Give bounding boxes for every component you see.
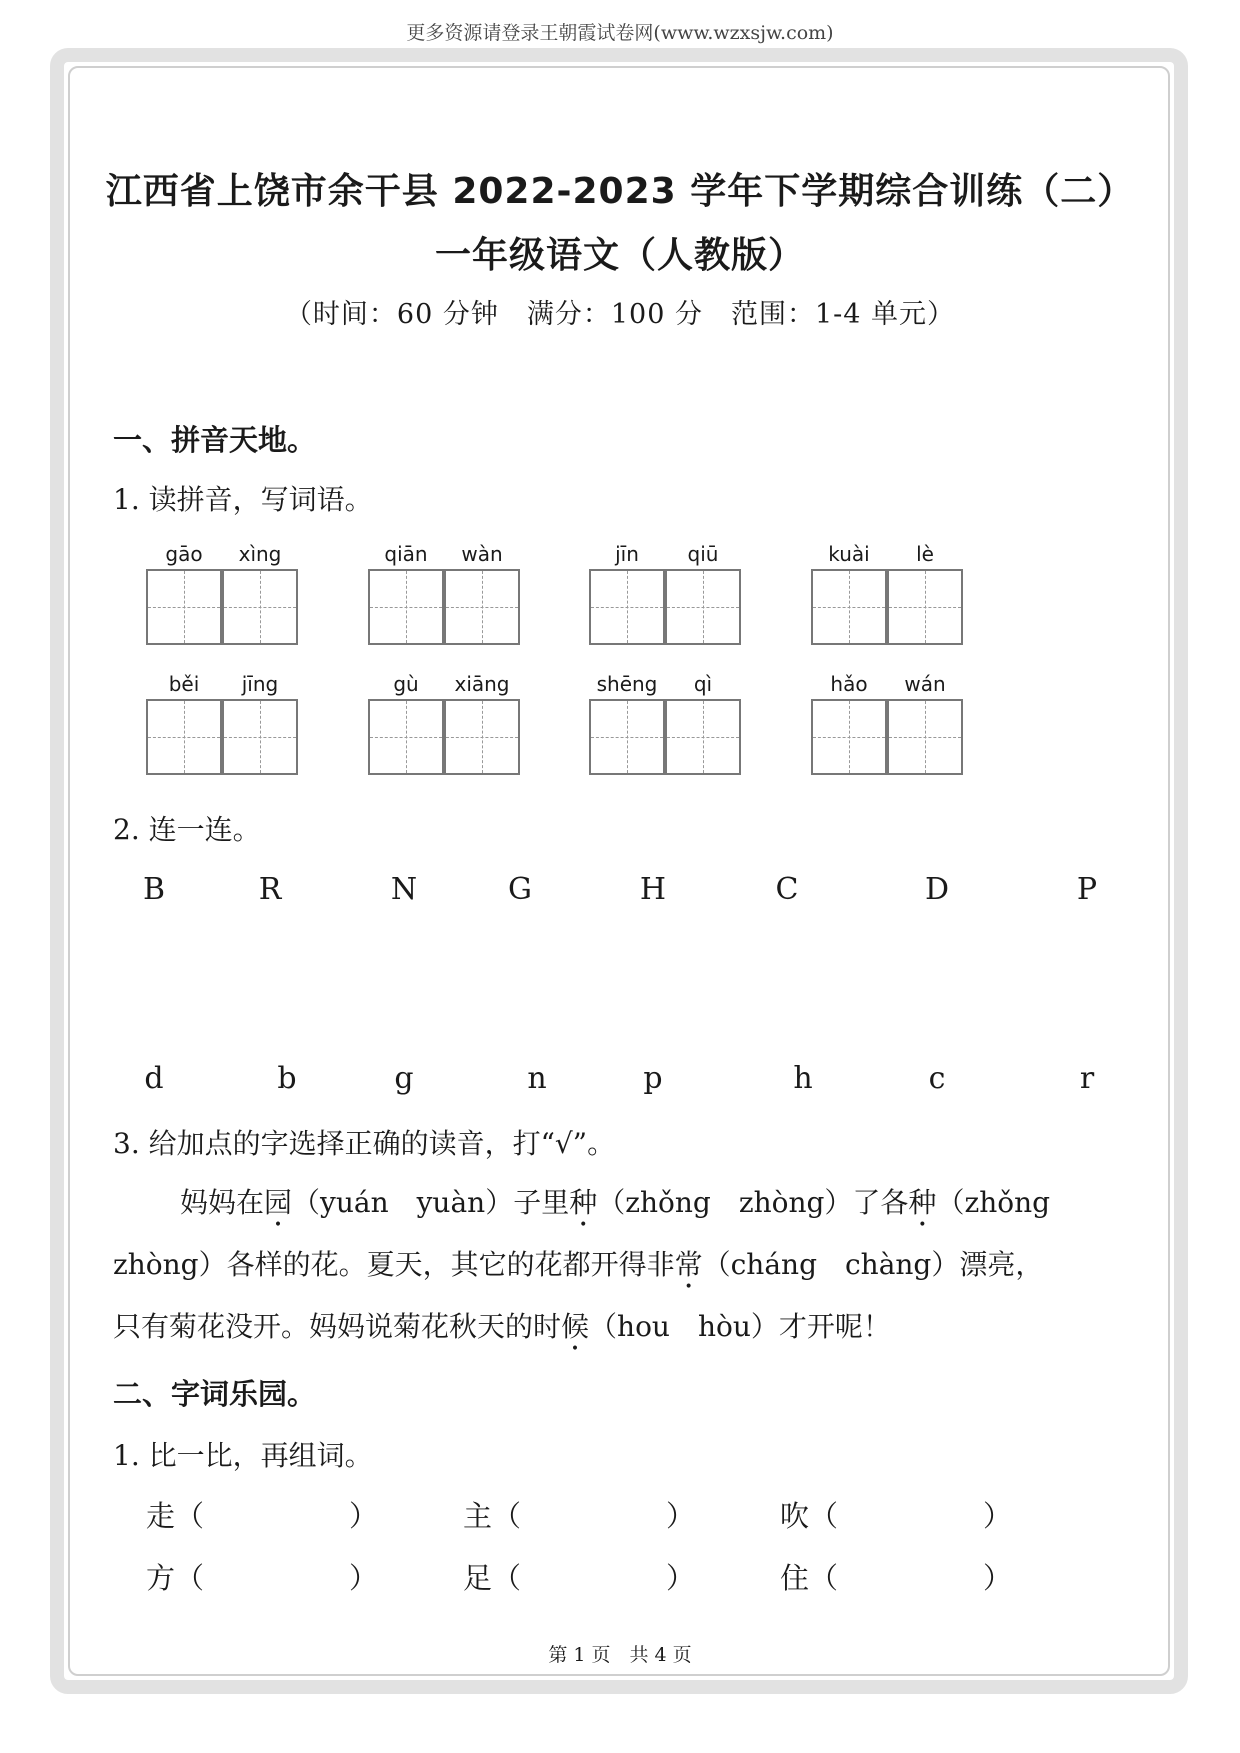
lowercase-letter[interactable]: n [527, 1061, 547, 1096]
compare-item[interactable]: 走（ ） [146, 1499, 379, 1533]
writing-box[interactable] [444, 569, 520, 645]
uppercase-letter[interactable]: N [390, 872, 418, 907]
paragraph-line [113, 1234, 1043, 1296]
writing-box[interactable] [222, 569, 298, 645]
text: （hou hòu）才开呢！ [589, 1310, 891, 1343]
paragraph-line [180, 1172, 1050, 1234]
lowercase-letter[interactable]: p [643, 1061, 663, 1096]
dotted-char: 常 [674, 1248, 703, 1281]
pinyin-group [811, 542, 967, 642]
question-1: 1. 读拼音，写词语。 [113, 483, 373, 516]
pinyin-label: gù [393, 672, 419, 696]
text: （zhǒng zhòng）了各 [597, 1186, 909, 1219]
compare-item[interactable]: 住（ ） [780, 1561, 1013, 1595]
dotted-char: 园 [264, 1186, 293, 1219]
writing-box[interactable] [589, 569, 665, 645]
uppercase-letter[interactable]: D [924, 872, 950, 907]
pinyin-group [589, 672, 745, 772]
uppercase-letter[interactable]: H [639, 872, 667, 907]
pinyin-label: xìng [238, 542, 282, 566]
writing-box[interactable] [887, 699, 963, 775]
pinyin-label: jīng [241, 672, 279, 696]
exam-subject: 一年级语文（人教版） [434, 235, 805, 276]
uppercase-letter[interactable]: G [508, 872, 532, 907]
section-1-heading: 一、拼音天地。 [113, 423, 317, 457]
page-footer: 第 1 页 共 4 页 [548, 1644, 692, 1666]
dotted-char: 种 [569, 1186, 598, 1219]
pinyin-label: gāo [165, 542, 203, 566]
lowercase-letter[interactable]: h [793, 1061, 813, 1096]
uppercase-letter[interactable]: B [142, 872, 166, 907]
pinyin-group [146, 672, 302, 772]
pinyin-group [368, 672, 524, 772]
pinyin-group [811, 672, 967, 772]
uppercase-letter[interactable]: R [258, 872, 282, 907]
writing-box[interactable] [665, 699, 741, 775]
pinyin-label: qiū [687, 542, 719, 566]
pinyin-label: xiāng [454, 672, 510, 696]
uppercase-letter[interactable]: C [775, 872, 799, 907]
pinyin-group [368, 542, 524, 642]
writing-box[interactable] [665, 569, 741, 645]
lowercase-letter[interactable]: b [277, 1061, 297, 1096]
text: 妈妈在 [180, 1186, 265, 1219]
question-4: 1. 比一比，再组词。 [113, 1439, 373, 1472]
writing-box[interactable] [368, 699, 444, 775]
text: （zhǒng [936, 1186, 1051, 1219]
text: 只有菊花没开。妈妈说菊花秋天的时 [113, 1310, 562, 1343]
text: zhòng）各样的花。夏天，其它的花都开得非 [113, 1248, 675, 1281]
pinyin-label: jīn [615, 542, 639, 566]
paragraph-line [113, 1296, 891, 1358]
compare-item[interactable]: 方（ ） [146, 1561, 379, 1595]
dotted-char: 候 [561, 1310, 590, 1343]
text: （cháng chàng）漂亮， [702, 1248, 1044, 1281]
lowercase-letter[interactable]: c [928, 1061, 946, 1096]
pinyin-label: shēng [596, 672, 658, 696]
compare-item[interactable]: 吹（ ） [780, 1499, 1013, 1533]
compare-item[interactable]: 主（ ） [463, 1499, 696, 1533]
pinyin-label: kuài [828, 542, 870, 566]
pinyin-group [589, 542, 745, 642]
pinyin-group [146, 542, 302, 642]
writing-box[interactable] [146, 569, 222, 645]
uppercase-letter[interactable]: P [1076, 872, 1098, 907]
lowercase-letter[interactable]: d [144, 1061, 164, 1096]
pinyin-label: wán [904, 672, 946, 696]
writing-box[interactable] [887, 569, 963, 645]
question-2: 2. 连一连。 [113, 813, 261, 846]
pinyin-label: wàn [461, 542, 503, 566]
writing-box[interactable] [368, 569, 444, 645]
writing-box[interactable] [222, 699, 298, 775]
pinyin-label: hǎo [830, 672, 868, 696]
dotted-char: 种 [908, 1186, 937, 1219]
pinyin-label: lè [916, 542, 934, 566]
exam-info: （时间：60 分钟 满分：100 分 范围：1-4 单元） [284, 299, 956, 330]
section-2-heading: 二、字词乐园。 [113, 1377, 317, 1411]
pinyin-label: qì [693, 672, 713, 696]
pinyin-label: běi [168, 672, 200, 696]
question-3: 3. 给加点的字选择正确的读音，打“√”。 [113, 1127, 616, 1160]
writing-box[interactable] [146, 699, 222, 775]
exam-title: 江西省上饶市余干县 2022-2023 学年下学期综合训练（二） [105, 171, 1135, 212]
pinyin-label: qiān [384, 542, 428, 566]
writing-box[interactable] [811, 699, 887, 775]
writing-box[interactable] [811, 569, 887, 645]
lowercase-letter[interactable]: r [1079, 1061, 1095, 1096]
writing-box[interactable] [589, 699, 665, 775]
writing-box[interactable] [444, 699, 520, 775]
compare-item[interactable]: 足（ ） [463, 1561, 696, 1595]
lowercase-letter[interactable]: g [394, 1061, 414, 1096]
text: （yuán yuàn）子里 [292, 1186, 570, 1219]
header-note: 更多资源请登录王朝霞试卷网(www.wzxsjw.com) [406, 22, 834, 44]
